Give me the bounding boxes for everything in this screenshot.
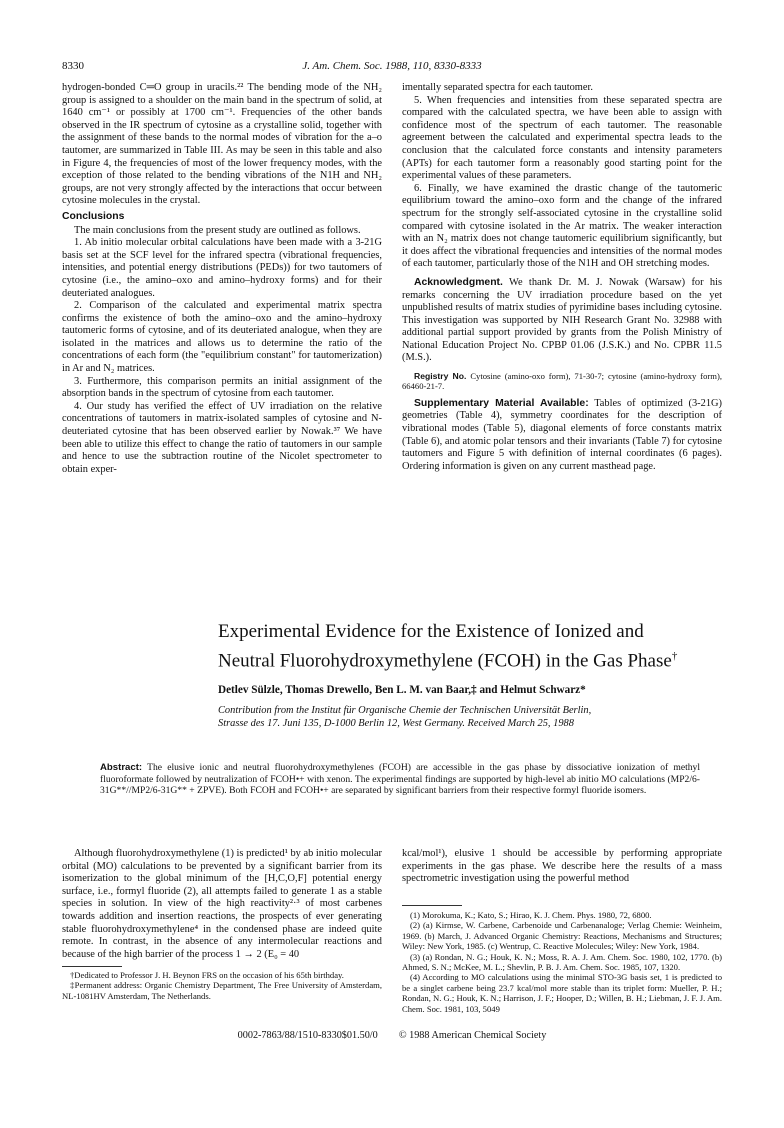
reference: (4) According to MO calculations using the minimal STO-3G basis set, 1 is predicted to be a singlet carbene being 23.7 kcal/mol more stable than its triplet form: Mueller, P. H.; Rondan, N. G.; Houk, K. N.; Harrison, J. F.; Hooper, D.; Willen, B. H.; Liebman, J. F. J. Am. Chem. Soc. 1981, 103, 5049 <box>402 972 722 1014</box>
contribution <box>218 704 738 730</box>
right-column <box>402 82 722 473</box>
paragraph: Although fluorohydroxymethylene (1) is predicted¹ by ab initio molecular orbital (MO) calculations to be prevented by a significant barrier from its isomerization to the global minimum of the [H,C,O,F] potential energy surface, i.e., formyl fluoride (2), all attempts failed to generate 1 as a stable species in solution. In view of the high reactivity²·³ of most carbenes towards addition and insertion reactions, the prospects of ever generating stable fluorohydroxymethylene⁴ in the condensed phase are indeed quite remote. In contrast, in the absence of any intermolecular reactions and because of the high barrier of the process 1 → 2 (E₀ = 40 <box>62 848 382 960</box>
title-line-1: Experimental Evidence for the Existence of Ionized and <box>218 621 644 642</box>
registry-numbers <box>402 371 722 392</box>
paragraph: 4. Our study has verified the effect of UV irradiation on the relative concentrations of tautomers in matrix-isolated samples of cytosine and N-deuteriated cytosine that has been observed earlier by Nowak.³⁷ We have been able to utilize this effect to change the ratio of tautomers in our sample and hence to use the subtraction routine of the Nicolet spectrometer to obtain exper- <box>62 400 382 475</box>
registry-text: Cytosine (amino-oxo form), 71-30-7; cytosine (amino-hydroxy form), 66460-21-7. <box>402 371 722 392</box>
registry-label: Registry No. <box>414 371 467 382</box>
abstract-label: Abstract: <box>100 762 143 773</box>
paragraph: imentally separated spectra for each tautomer. <box>402 82 593 93</box>
reference: (1) Morokuma, K.; Kato, S.; Hirao, K. J. Chem. Phys. 1980, 72, 6800. <box>410 910 652 920</box>
abstract-text: The elusive ionic and neutral fluorohydroxymethylenes (FCOH) are accessible in the gas phase by dissociative ionization of methyl fluoroformate followed by neutralization of FCOH•+ with xenon. The experimental findings are supported by high-level ab initio MO calculations (MP2/6-31G**//MP2/6-31G** + ZPVE). Both FCOH and FCOH•+ are separated by significant barriers from their respective formyl fluoride isomers. <box>100 762 700 797</box>
references <box>402 910 722 1014</box>
references-rule <box>402 905 462 906</box>
contribution-line-2: Strasse des 17. Juni 135, D-1000 Berlin 12, West Germany. Received March 25, 1988 <box>218 718 574 729</box>
left-column <box>62 82 382 476</box>
paragraph: hydrogen-bonded C═O group in uracils.²² The bending mode of the NH₂ group is assigned to a shoulder on the main band in the spectrum of solid, at 1640 cm⁻¹ or possibly at 1700 cm⁻¹. Frequencies of the other bands observed in the IR spectrum of cytosine as a crystalline solid, together with the assignment of these bands to the normal modes of vibration for the a–o tautomer, are summarized in Table III. As may be seen in this table and also in Figure 4, the frequencies of most of the lower frequency modes, with the exception of those related to the bending vibrations of the N1H and NH₂ groups, are not very strongly affected by the interactions that occur between cytosine molecules in the crystal. <box>62 82 382 207</box>
journal-citation: J. Am. Chem. Soc. 1988, 110, 8330-8333 <box>302 60 482 72</box>
article-code: 0002-7863/88/1510-8330$01.50/0 <box>237 1030 378 1041</box>
running-header <box>62 60 722 76</box>
supplementary-label: Supplementary Material Available: <box>414 397 589 409</box>
footnote: ‡Permanent address: Organic Chemistry Department, The Free University of Amsterdam, NL-1081HV Amsterdam, The Netherlands. <box>62 980 382 1001</box>
acknowledgment-text: We thank Dr. M. J. Nowak (Warsaw) for his remarks concerning the UV irradiation procedure based on the yet unpublished results of matrix studies of pyrimidine bases including cytosine. This investigation was supported by NIH Research Grant No. 32988 with additional partial support provided by grants from the Polish Ministry of National Education Project No. CPBP 01.06 (J.S.K.) and No. CPBR 11.5 (M.S.). <box>402 276 722 364</box>
section-heading-conclusions: Conclusions <box>62 210 125 222</box>
paragraph: 3. Furthermore, this comparison permits an initial assignment of the absorption bands in the spectrum of cytosine from each tautomer. <box>62 375 382 400</box>
title-line-2: Neutral Fluorohydroxymethylene (FCOH) in the Gas Phase <box>218 650 672 672</box>
page-number: 8330 <box>62 60 84 72</box>
reference: (3) (a) Rondan, N. G.; Houk, K. N.; Moss, R. A. J. Am. Chem. Soc. 1980, 102, 1770. (b) Ahmed, S. N.; McKee, M. L.; Shevlin, P. B. J. Am. Chem. Soc. 1985, 107, 1320. <box>402 951 722 973</box>
contribution-line-1: Contribution from the Institut für Organische Chemie der Technischen Universität Berlin, <box>218 705 592 716</box>
page-footer <box>62 1030 722 1041</box>
article-authors: Detlev Sülzle, Thomas Drewello, Ben L. M. van Baar,‡ and Helmut Schwarz* <box>218 684 586 696</box>
reference: (2) (a) Kirmse, W. Carbene, Carbenoide und Carbenanaloge; Verlag Chemie: Weinheim, 1969. (b) March, J. Advanced Organic Chemistry: Reactions, Mechanisms and Structures; Wiley: New York, 1985. (c) Wentrup, C. Reactive Molecules; Wiley: New York, 1984. <box>402 920 722 952</box>
supplementary-text: Tables of optimized (3-21G) geometries (Table 4), symmetry coordinates for the description of vibrational modes (Table 5), diagonal elements of force constants matrix (Table 6), and atomic polar tensors and their invariants (Table 7) for cytosine tautomers and Figure 5 with definition of internal coordinates (6 pages). Ordering information is given on any current masthead page. <box>402 397 722 472</box>
copyright: © 1988 American Chemical Society <box>398 1030 547 1041</box>
acknowledgment-label: Acknowledgment. <box>414 276 503 288</box>
footnote-rule <box>62 966 122 967</box>
supplementary-material <box>402 398 722 474</box>
footnotes <box>62 970 382 1001</box>
paragraph: The main conclusions from the present study are outlined as follows. <box>74 224 361 236</box>
title-dagger: † <box>671 650 678 662</box>
paragraph: 2. Comparison of the calculated and experimental matrix spectra confirms the existence of both the amino–oxo and the amino–hydroxy tautomeric forms of cytosine, and of its deuteriated analogue, when they are isolated in the matrices and allows us to determine the ratio of the concentrations of each form (the "equilibrium constant" for tautomerization) in Ar and N₂ matrices. <box>62 300 382 375</box>
paragraph: 1. Ab initio molecular orbital calculations have been made with a 3-21G basis set at the SCF level for the infrared spectra (vibrational frequencies, intensities, and potential energy distributions (PEDs)) for two tautomers of cytosine (i.e., the amino–oxo and amino–hydroxy forms) and for their deuteriated analogues. <box>62 237 382 299</box>
abstract <box>100 762 700 797</box>
paragraph: kcal/mol¹), elusive 1 should be accessible by performing appropriate experiments in the gas phase. We describe here the results of a mass spectrometric investigation using the powerful method <box>402 848 722 885</box>
article-title <box>218 620 738 673</box>
article-body-left <box>62 848 382 961</box>
paragraph: 6. Finally, we have examined the drastic change of the tautomeric equilibrium toward the amino–oxo form and the change of the infrared spectrum for the strongly self-associated cytosine in the crystalline solid compared with cytosine isolated in the Ar matrix. The weaker interaction with an N₂ matrix does not change tautomeric equilibrium significantly, but it does affect the vibrational frequencies and intensities of the normal modes of each tautomer, particularly those of the N1H and OH stretching modes. <box>402 182 722 270</box>
footnote: †Dedicated to Professor J. H. Beynon FRS on the occasion of his 65th birthday. <box>70 970 344 980</box>
paragraph: 5. When frequencies and intensities from these separated spectra are compared with the calculated spectra, we have been able to assign with confidence most of the spectrum of each tautomer. The reasonable agreement between the calculated and experimental spectra leads to the conclusion that the calculated force constants and intensity parameters (APTs) for each tautomer form a reasonably good starting point for the experimental values of these parameters. <box>402 94 722 182</box>
acknowledgment <box>402 277 722 365</box>
article-body-right <box>402 848 722 886</box>
